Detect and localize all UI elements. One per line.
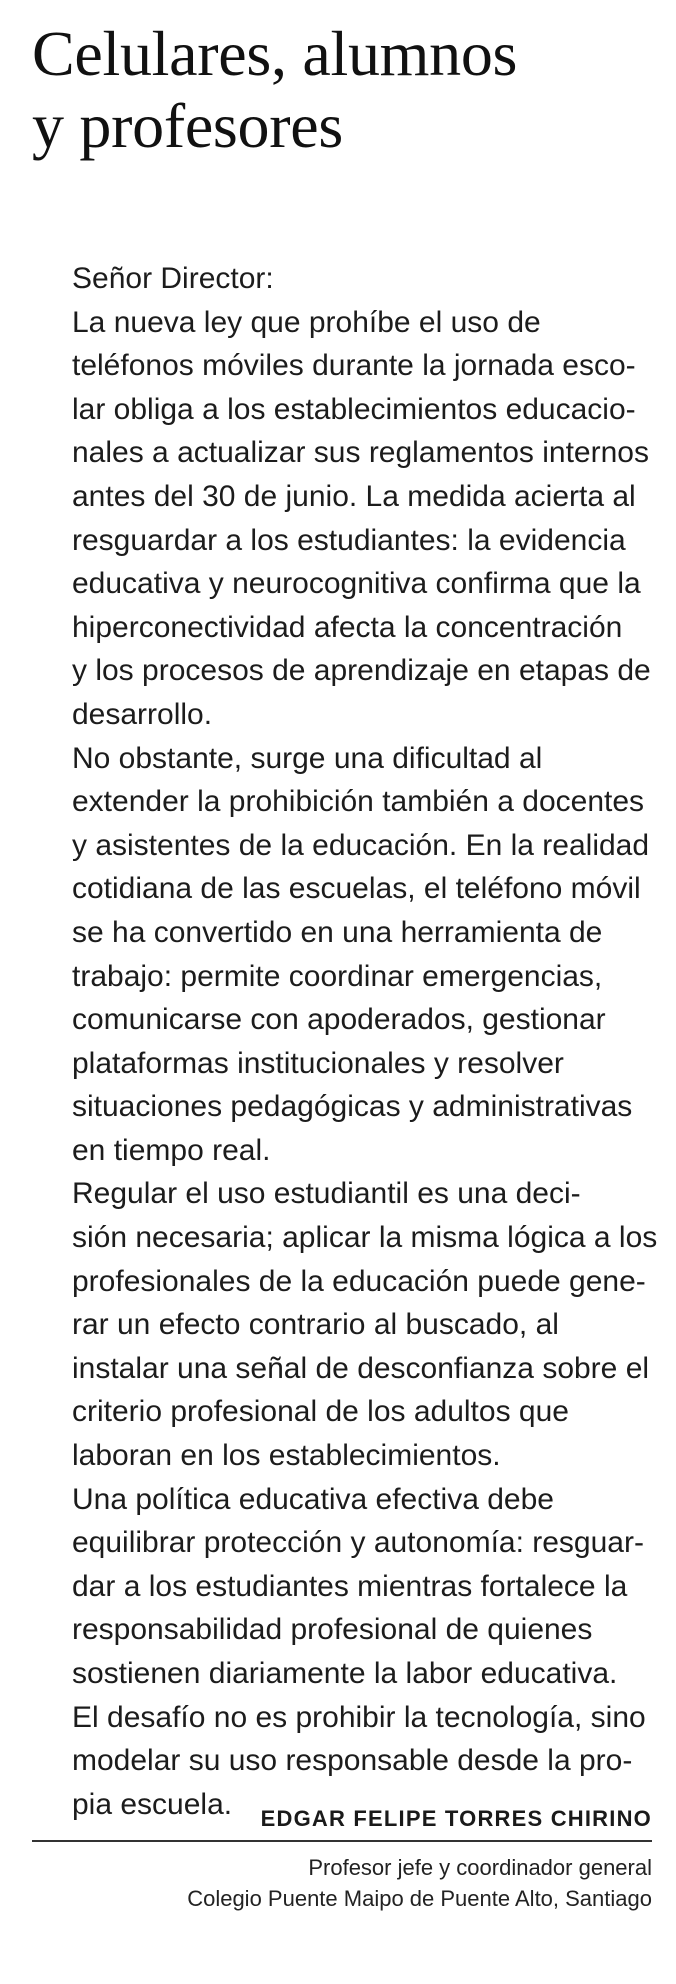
text-line: rar un efecto contrario al buscado, al (72, 1308, 559, 1342)
text-line: y asistentes de la educación. En la realidad (72, 828, 650, 862)
text-line: profesionales de la educación puede gene- (72, 1264, 646, 1298)
text-line: y los procesos de aprendizaje en etapas de (72, 654, 651, 688)
paragraph-3 (32, 1172, 658, 1477)
text-line: sión necesaria; aplicar la misma lógica a los (72, 1221, 658, 1255)
text-line: educativa y neurocognitiva confirma que la (72, 567, 641, 601)
text-line: No obstante, surge una dificultad al (72, 741, 543, 775)
text-line: equilibrar protección y autonomía: resguar- (72, 1526, 644, 1560)
text-line: desarrollo. (72, 697, 213, 731)
text-line: modelar su uso responsable desde la pro- (72, 1744, 633, 1778)
text-line: se ha convertido en una herramienta de (72, 915, 603, 949)
paragraph-4 (32, 1478, 652, 1827)
text-line: instalar una señal de desconfianza sobre el (72, 1351, 650, 1385)
salutation (32, 257, 652, 301)
text-line: en tiempo real. (72, 1133, 271, 1167)
letter-body (32, 257, 658, 1826)
text-line: teléfonos móviles durante la jornada esco- (72, 349, 636, 383)
text-line: extender la prohibición también a docentes (72, 785, 645, 819)
text-line: El desafío no es prohibir la tecnología, sino (72, 1700, 646, 1734)
text-line: situaciones pedagógicas y administrativas (72, 1090, 633, 1124)
text-line: Regular el uso estudiantil es una deci- (72, 1177, 581, 1211)
text-line: laboran en los establecimientos. (72, 1439, 501, 1473)
text-line: hiperconectividad afecta la concentración (72, 610, 623, 644)
text-line: plataformas institucionales y resolver (72, 1046, 564, 1080)
paragraph-1 (32, 301, 652, 737)
author-affiliation: Colegio Puente Maipo de Puente Alto, Santiago (187, 1886, 652, 1911)
text-line: pia escuela. (72, 1787, 233, 1821)
text-line: cotidiana de las escuelas, el teléfono móvil (72, 872, 641, 906)
paragraph-2 (32, 737, 652, 1173)
headline-line: y profesores (32, 90, 343, 161)
letter-to-editor (32, 18, 658, 1826)
text-line: nales a actualizar sus reglamentos internos (72, 436, 649, 470)
text-line: La nueva ley que prohíbe el uso de (72, 305, 541, 339)
text-line: criterio profesional de los adultos que (72, 1395, 569, 1429)
signature-block (32, 1804, 652, 1914)
author-role: Profesor jefe y coordinador general (308, 1855, 652, 1880)
text-line: lar obliga a los establecimientos educacio- (72, 392, 636, 426)
headline-line: Celulares, alumnos (32, 18, 518, 89)
headline (32, 18, 652, 162)
text-line: Una política educativa efectiva debe (72, 1482, 554, 1516)
text-line: Señor Director: (72, 262, 274, 295)
author-name: EDGAR FELIPE TORRES CHIRINO (32, 1804, 652, 1842)
text-line: dar a los estudiantes mientras fortalece la (72, 1569, 628, 1603)
text-line: antes del 30 de junio. La medida acierta al (72, 479, 636, 513)
text-line: responsabilidad profesional de quienes (72, 1613, 593, 1647)
text-line: comunicarse con apoderados, gestionar (72, 1003, 606, 1037)
text-line: resguardar a los estudiantes: la evidencia (72, 523, 626, 557)
text-line: sostienen diariamente la labor educativa. (72, 1657, 618, 1690)
text-line: trabajo: permite coordinar emergencias, (72, 959, 603, 993)
